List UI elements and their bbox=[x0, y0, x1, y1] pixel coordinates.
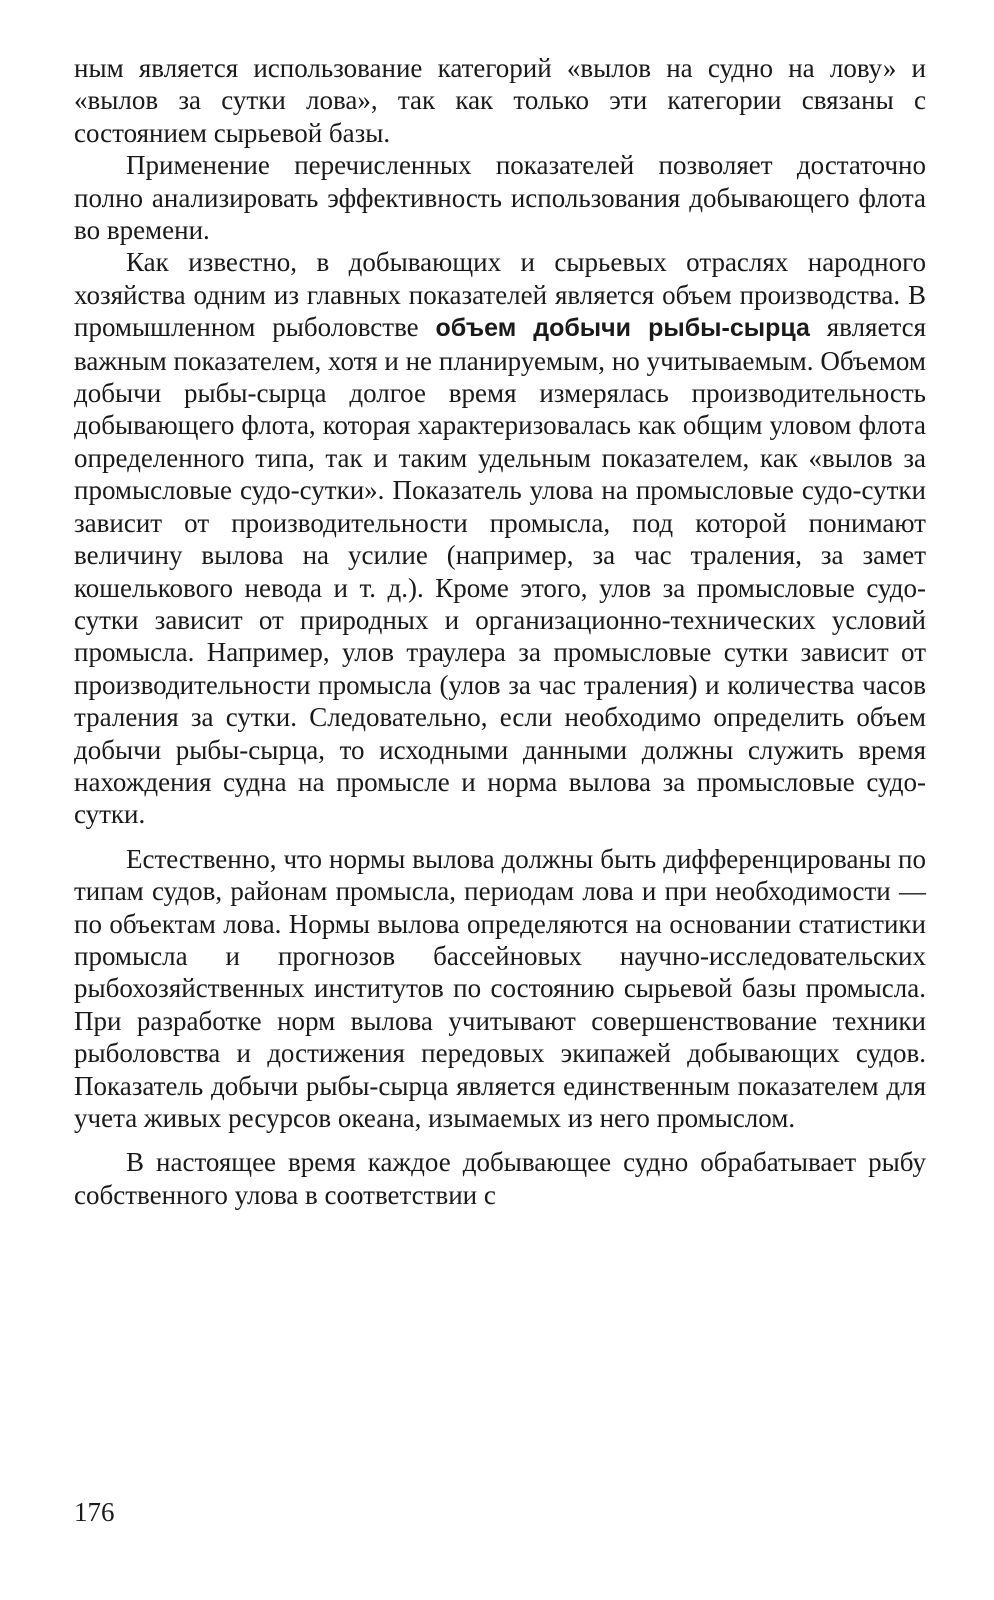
bold-term: объем добычи рыбы-сырца bbox=[435, 314, 810, 343]
paragraph-3-text-after: является важным показателем, хотя и не планируемым, но учитываемым. Объемом добычи рыбы-сырца долгое время измерялась производительность добывающего флота, которая характеризовалась как общим уловом флота определенного типа, так и таким удельным показателем, как «вылов за промысловые судо-сутки». Показатель улова на промысловые судо-сутки зависит от производительности промысла, под которой понимают величину вылова на усилие (например, за час траления, за замет кошелькового невода и т. д.). Кроме этого, улов за промысловые судо-сутки зависит от природных и организационно-технических условий промысла. Например, улов траулера за промысловые сутки зависит от производительности промысла (улов за час траления) и количества часов траления за сутки. Следовательно, если необходимо определить объем добычи рыбы-сырца, то исходными данными должны служить время нахождения судна на промысле и норма вылова за промысловые судо-сутки. bbox=[74, 312, 926, 830]
paragraph-5: В настоящее время каждое добывающее судно обрабатывает рыбу собственного улова в соответствии с bbox=[74, 1147, 926, 1210]
page-number: 176 bbox=[74, 1497, 115, 1527]
paragraph-4: Естественно, что нормы вылова должны быть дифференцированы по типам судов, районам промысла, периодам лова и при необходимости — по объектам лова. Нормы вылова определяются на основании статистики промысла и прогнозов бассейновых научно-исследовательских рыбохозяйственных институтов по состоянию сырьевой базы промысла. При разработке норм вылова учитывают совершенствование техники рыболовства и достижения передовых экипажей добывающих судов. Показатель добычи рыбы-сырца является единственным показателем для учета живых ресурсов океана, изымаемых из него промыслом. bbox=[74, 843, 926, 1133]
paragraph-2: Применение перечисленных показателей позволяет достаточно полно анализировать эффективность использования добывающего флота во времени. bbox=[74, 150, 926, 246]
paragraph-1: ным является использование категорий «вылов на судно на лову» и «вылов за сутки лова», так как только эти категории связаны с состоянием сырьевой базы. bbox=[74, 53, 926, 148]
page-body bbox=[74, 52, 926, 1211]
paragraph-3-text-before: Как известно, в добывающих и сырьевых отраслях народного хозяйства одним из главных показателей является объем производства. В промышленном рыболовстве bbox=[74, 247, 926, 343]
paragraph-3 bbox=[74, 246, 926, 830]
